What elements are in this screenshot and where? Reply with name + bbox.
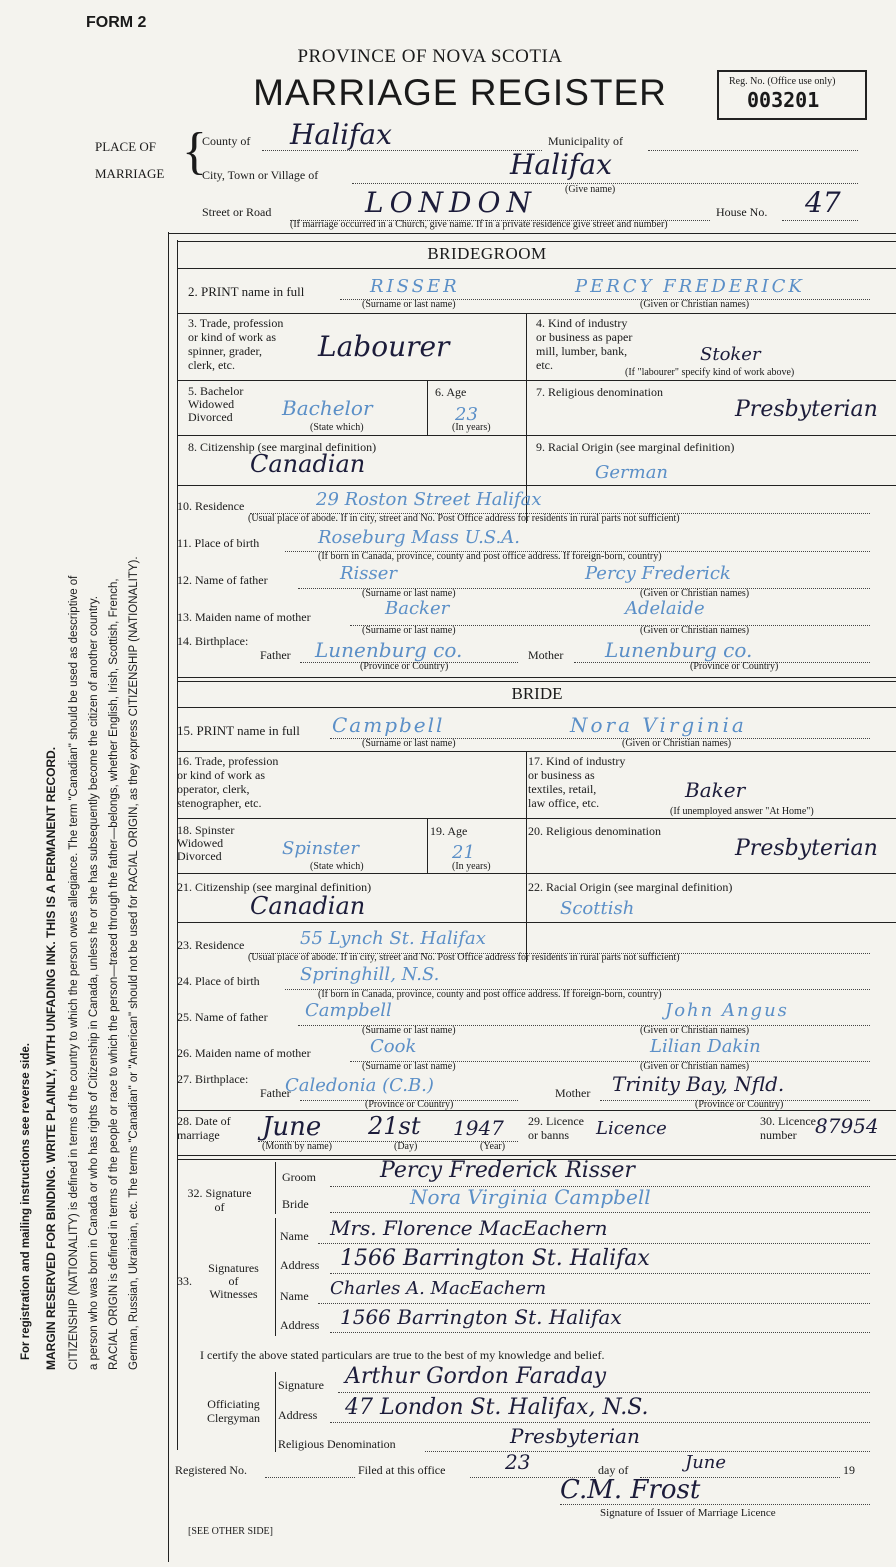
- bride-status-label: 18. Spinster Widowed Divorced: [177, 823, 235, 863]
- groom-name-label: 2. PRINT name in full: [188, 284, 305, 299]
- licence-banns-label: 29. Licence or banns: [528, 1114, 584, 1142]
- bride-mother-surname: Cook: [370, 1036, 417, 1057]
- groom-birthplace: Roseburg Mass U.S.A.: [318, 527, 520, 548]
- bride-mother-surname-caption: (Surname or last name): [362, 1061, 456, 1072]
- bride-mother-bp-label: Mother: [555, 1086, 591, 1100]
- bride-father-surname-caption: (Surname or last name): [362, 1025, 456, 1036]
- certify-statement: I certify the above stated particulars are true to the best of my knowledge and belief.: [200, 1348, 605, 1362]
- bride-father-birthplace: Caledonia (C.B.): [285, 1075, 434, 1096]
- w1-address-label: Address: [280, 1258, 320, 1272]
- groom-religion: Presbyterian: [735, 397, 878, 422]
- groom-surname: RISSER: [370, 276, 460, 297]
- bride-surname-caption: (Surname or last name): [362, 738, 456, 749]
- groom-age-caption: (In years): [452, 422, 491, 433]
- county-label: County of: [202, 134, 251, 148]
- bride-residence: 55 Lynch St. Halifax: [300, 928, 486, 949]
- groom-mother-given-caption: (Given or Christian names): [640, 625, 750, 636]
- groom-trade-label: 3. Trade, profession or kind of work as spinner, grader, clerk, etc.: [188, 316, 284, 372]
- form-label: FORM 2: [86, 14, 147, 31]
- year-caption: (Year): [480, 1141, 506, 1152]
- margin-line-3: CITIZENSHIP (NATIONALITY) is defined in terms of the country to which the person owes allegiance. The term "Canadian" should be used as descriptive of: [68, 575, 80, 1370]
- marriage-year: 1947: [453, 1116, 504, 1140]
- bride-industry-label: 17. Kind of industry or business as textiles, retail, law office, etc.: [528, 754, 626, 810]
- bride-industry: Baker: [685, 778, 746, 802]
- groom-industry-note: (If "labourer" specify kind of work above): [625, 367, 795, 378]
- bride-citizenship-label: 21. Citizenship (see marginal definition): [177, 880, 372, 894]
- bride-father-label: 25. Name of father: [177, 1010, 268, 1024]
- bride-birthplace-note: (If born in Canada, province, county and post office address. If foreign-born, country): [318, 989, 662, 1000]
- day-of-label: day of: [598, 1463, 629, 1477]
- groom-residence-label: 10. Residence: [177, 499, 245, 513]
- bride-trade-label: 16. Trade, profession or kind of work as operator, clerk, stenographer, etc.: [177, 754, 279, 810]
- bride-mother-label: 26. Maiden name of mother: [177, 1046, 311, 1060]
- groom-father-surname: Risser: [340, 563, 398, 584]
- bride-status: Spinster: [282, 838, 359, 859]
- groom-trade: Labourer: [318, 330, 450, 363]
- bride-residence-note: (Usual place of abode. If in city, street and No. Post Office address for residents in rural parts not sufficient): [248, 952, 680, 963]
- see-other-side: [SEE OTHER SIDE]: [188, 1526, 273, 1537]
- groom-given-caption: (Given or Christian names): [640, 299, 750, 310]
- issuer-caption: Signature of Issuer of Marriage Licence: [600, 1507, 776, 1519]
- clergy-address: 47 London St. Halifax, N.S.: [345, 1395, 649, 1420]
- day-caption: (Day): [394, 1141, 418, 1152]
- bride-given: Nora Virginia: [570, 713, 747, 737]
- county-value: Halifax: [290, 118, 392, 151]
- groom-mother-given: Adelaide: [625, 598, 705, 619]
- margin-line-2: MARGIN RESERVED FOR BINDING. WRITE PLAINLY, WITH UNFADING INK. THIS IS A PERMANENT RECORD.: [44, 746, 58, 1370]
- bride-age: 21: [452, 842, 475, 863]
- clergy-addr-label: Address: [278, 1408, 318, 1422]
- groom-age-label: 6. Age: [435, 385, 467, 399]
- clergy-signature: Arthur Gordon Faraday: [345, 1364, 607, 1389]
- groom-sig-label: Groom: [282, 1170, 316, 1184]
- bride-mother-bp-caption: (Province or Country): [695, 1099, 784, 1110]
- groom-status-caption: (State which): [310, 422, 364, 433]
- groom-age: 23: [455, 404, 478, 425]
- filed-day: 23: [505, 1450, 531, 1474]
- groom-citizenship-label: 8. Citizenship (see marginal definition): [188, 440, 377, 454]
- bride-industry-note: (If unemployed answer "At Home"): [670, 806, 814, 817]
- groom-mother-bp-caption: (Province or Country): [690, 661, 779, 672]
- w2-address-label: Address: [280, 1318, 320, 1332]
- bride-given-caption: (Given or Christian names): [622, 738, 732, 749]
- groom-father-given: Percy Frederick: [585, 563, 731, 584]
- marriage-day: 21st: [368, 1112, 421, 1140]
- groom-father-birthplace: Lunenburg co.: [315, 638, 463, 662]
- bride-age-caption: (In years): [452, 861, 491, 872]
- bride-status-caption: (State which): [310, 861, 364, 872]
- groom-industry-label: 4. Kind of industry or business as paper mill, lumber, bank, etc.: [536, 316, 633, 372]
- bride-father-given-caption: (Given or Christian names): [640, 1025, 750, 1036]
- street-value: LONDON: [365, 186, 537, 219]
- margin-line-1: For registration and mailing instructions see reverse side.: [20, 1043, 32, 1360]
- groom-mother-label: 13. Maiden name of mother: [177, 610, 311, 624]
- clergyman-label: Officiating Clergyman: [206, 1397, 261, 1425]
- municipality-label: Municipality of: [548, 134, 623, 148]
- groom-birthplace-label: 11. Place of birth: [177, 536, 260, 550]
- bride-name-label: 15. PRINT name in full: [177, 723, 300, 738]
- w2-name-label: Name: [280, 1289, 309, 1303]
- margin-line-4: a person who was born in Canada or who has rights of Citizenship in Canada, unless he or she has subsequently become the citizen of another country.: [88, 596, 100, 1370]
- margin-line-5: RACIAL ORIGIN is defined in terms of the people or race to which the person—traced through the father—belongs, whether English, Irish, Scottish, French,: [108, 578, 120, 1370]
- w2-address: 1566 Barrington St. Halifax: [340, 1305, 622, 1329]
- bride-religion-label: 20. Religious denomination: [528, 824, 661, 838]
- bride-citizenship: Canadian: [250, 892, 366, 920]
- signature-of-label: 32. Signature of: [187, 1186, 252, 1214]
- year-prefix: 19: [843, 1463, 855, 1477]
- bride-racial: Scottish: [560, 898, 635, 919]
- clergy-sig-label: Signature: [278, 1378, 324, 1392]
- groom-given: PERCY FREDERICK: [575, 276, 805, 297]
- street-label: Street or Road: [202, 205, 272, 219]
- w1-name: Mrs. Florence MacEachern: [330, 1216, 608, 1240]
- groom-mother-bp-label: Mother: [528, 648, 564, 662]
- groom-father-surname-caption: (Surname or last name): [362, 588, 456, 599]
- bride-mother-birthplace: Trinity Bay, Nfld.: [612, 1072, 785, 1096]
- clergy-denom-label: Religious Denomination: [278, 1437, 396, 1451]
- bride-father-given: John Angus: [665, 1000, 789, 1021]
- place-label: [95, 133, 164, 187]
- groom-status-label: 5. Bachelor Widowed Divorced: [188, 384, 244, 424]
- month-caption: (Month by name): [262, 1141, 332, 1152]
- groom-mother-surname-caption: (Surname or last name): [362, 625, 456, 636]
- witnesses-number: 33.: [177, 1274, 192, 1288]
- groom-signature: Percy Frederick Risser: [380, 1158, 635, 1183]
- groom-father-bp-label: Father: [260, 648, 291, 662]
- marriage-date-label: 28. Date of marriage: [177, 1114, 231, 1142]
- place-brace: {: [182, 123, 207, 180]
- place-label-2: MARRIAGE: [95, 166, 165, 181]
- city-label: City, Town or Village of: [202, 168, 319, 182]
- bride-heading: BRIDE: [511, 684, 563, 703]
- bride-father-bp-caption: (Province or Country): [365, 1099, 454, 1110]
- w2-name: Charles A. MacEachern: [330, 1278, 547, 1299]
- form-title: MARRIAGE REGISTER: [253, 72, 667, 113]
- licence-number-label: 30. Licence number: [760, 1114, 816, 1142]
- reg-number-box: [717, 70, 867, 120]
- bride-sig-label: Bride: [282, 1197, 309, 1211]
- filed-label: Filed at this office: [358, 1463, 446, 1477]
- bride-birthplace: Springhill, N.S.: [300, 964, 440, 985]
- groom-residence-note: (Usual place of abode. If in city, street and No. Post Office address for residents in rural parts not sufficient): [248, 513, 680, 524]
- groom-birthplace-note: (If born in Canada, province, county and post office address. If foreign-born, country): [318, 551, 662, 562]
- bridegroom-heading: BRIDEGROOM: [427, 244, 547, 263]
- registered-label: Registered No.: [175, 1463, 247, 1477]
- groom-mother-surname: Backer: [385, 598, 450, 619]
- groom-father-given-caption: (Given or Christian names): [640, 588, 750, 599]
- place-label-1: PLACE OF: [95, 139, 157, 154]
- reg-number-label: Reg. No. (Office use only): [729, 76, 836, 87]
- groom-racial: German: [595, 462, 669, 483]
- house-value: 47: [805, 186, 841, 219]
- bride-birthplace-label: 24. Place of birth: [177, 974, 260, 988]
- groom-mother-birthplace: Lunenburg co.: [605, 638, 753, 662]
- witnesses-label: Signatures of Witnesses: [208, 1261, 259, 1301]
- clergy-denomination: Presbyterian: [510, 1424, 640, 1448]
- bride-mother-given-caption: (Given or Christian names): [640, 1061, 750, 1072]
- bride-age-label: 19. Age: [430, 824, 468, 838]
- groom-status: Bachelor: [282, 396, 373, 420]
- bride-father-bp-label: Father: [260, 1086, 291, 1100]
- filed-month: June: [685, 1452, 727, 1473]
- bride-religion: Presbyterian: [735, 836, 878, 861]
- bride-residence-label: 23. Residence: [177, 938, 245, 952]
- bride-racial-label: 22. Racial Origin (see marginal definition): [528, 880, 733, 894]
- groom-industry: Stoker: [700, 344, 761, 365]
- margin-text: [20, 70, 190, 1370]
- groom-residence: 29 Roston Street Halifax: [316, 489, 542, 510]
- give-name-caption: (Give name): [565, 184, 616, 195]
- licence-number: 87954: [815, 1114, 879, 1138]
- groom-surname-caption: (Surname or last name): [362, 299, 456, 310]
- margin-line-6: German, Russian, Ukrainian, etc. The terms "Canadian" or "American" should not be used for RACIAL ORIGIN, as they express CITIZENSHIP (NATIONALITY).: [128, 556, 140, 1370]
- bride-surname: Campbell: [332, 713, 445, 737]
- w1-address: 1566 Barrington St. Halifax: [340, 1246, 650, 1271]
- bride-signature: Nora Virginia Campbell: [410, 1185, 651, 1209]
- groom-citizenship: Canadian: [250, 450, 366, 478]
- bride-parents-birthplace-label: 27. Birthplace:: [177, 1072, 249, 1086]
- groom-father-bp-caption: (Province or Country): [360, 661, 449, 672]
- groom-father-label: 12. Name of father: [177, 573, 268, 587]
- street-note: (If marriage occurred in a Church, give name. If in a private residence give street and number): [290, 219, 668, 230]
- groom-parents-birthplace-label: 14. Birthplace:: [177, 634, 249, 648]
- bride-mother-given: Lilian Dakin: [650, 1036, 761, 1057]
- issuer-signature: C.M. Frost: [560, 1475, 701, 1505]
- groom-racial-label: 9. Racial Origin (see marginal definition): [536, 440, 735, 454]
- w1-name-label: Name: [280, 1229, 309, 1243]
- house-label: House No.: [716, 205, 768, 219]
- groom-religion-label: 7. Religious denomination: [536, 385, 663, 399]
- marriage-month: June: [262, 1112, 322, 1142]
- reg-number: 003201: [747, 88, 820, 112]
- bride-father-surname: Campbell: [305, 1000, 392, 1021]
- city-value: Halifax: [510, 148, 612, 181]
- licence-or-banns: Licence: [596, 1118, 667, 1139]
- province-heading: PROVINCE OF NOVA SCOTIA: [297, 46, 563, 67]
